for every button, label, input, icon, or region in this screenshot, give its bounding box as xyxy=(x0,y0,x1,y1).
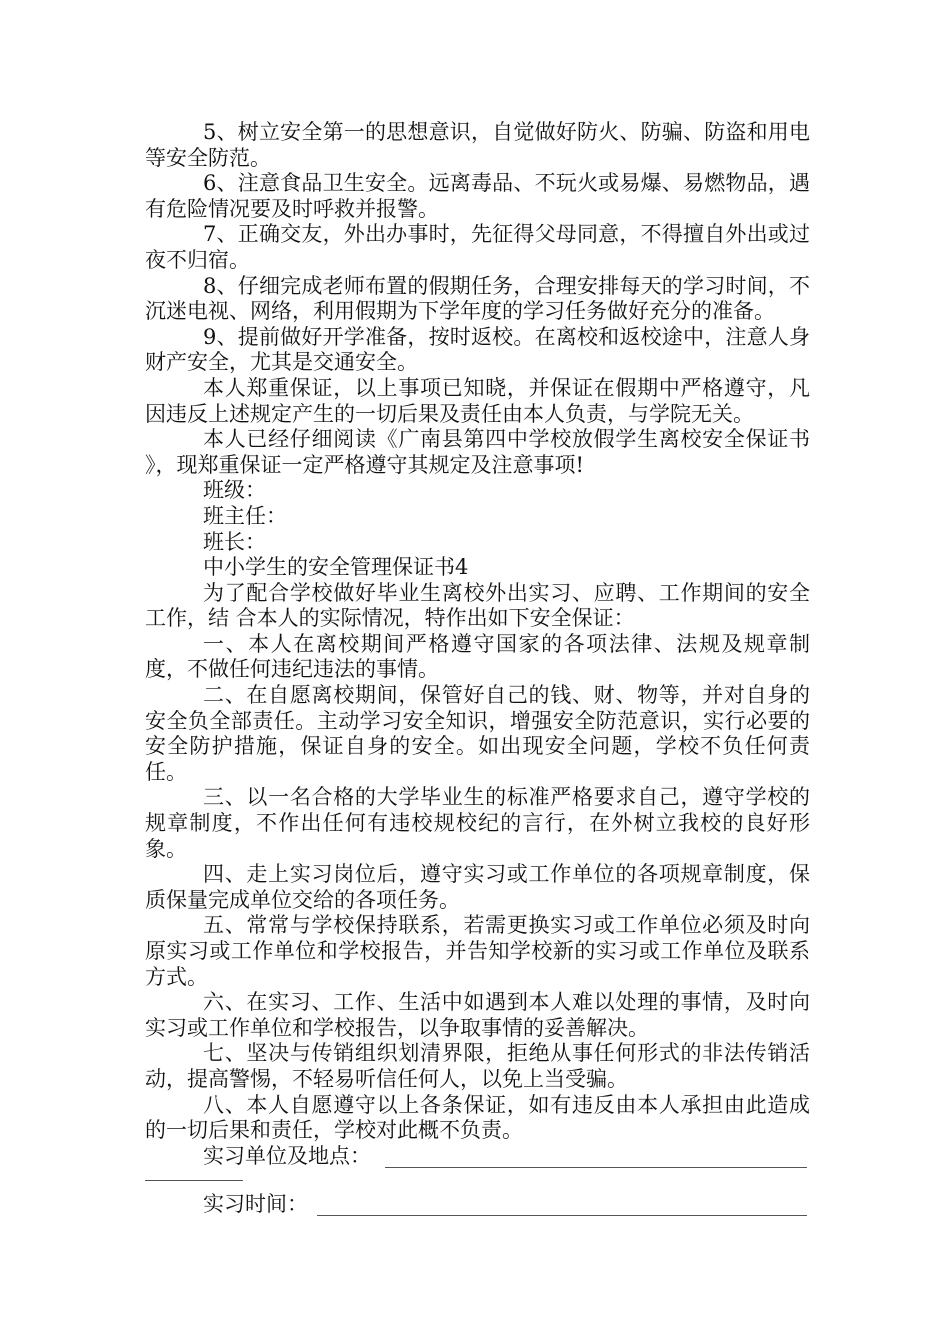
paragraph-item-6: 6、注意食品卫生安全。远离毒品、不玩火或易爆、易燃物品，遇有危险情况要及时呼救并报警。 xyxy=(145,171,810,221)
paragraph-item-9: 9、提前做好开学准备，按时返校。在离校和返校途中，注意人身财产安全，尤其是交通安全。 xyxy=(145,324,810,375)
monitor-label: 班长： xyxy=(203,529,266,554)
internship-location-blank-line xyxy=(385,1167,807,1168)
internship-time-label: 实习时间： xyxy=(203,1191,308,1216)
paragraph-item-8: 8、仔细完成老师布置的假期任务，合理安排每天的学习时间，不沉迷电视、网络，利用假期为下学年度的学习任务做好充分的准备。 xyxy=(145,273,810,324)
paragraph-pledge: 本人郑重保证，以上事项已知晓，并保证在假期中严格遵守，凡因违反上述规定产生的一切后果及责任由本人负责，与学院无关。 xyxy=(145,375,810,426)
paragraph-item-seven: 七、坚决与传销组织划清界限，拒绝从事任何形式的非法传销活动，提高警惕，不轻易听信任何人，以免上当受骗。 xyxy=(145,1041,810,1091)
document-page xyxy=(145,120,810,1222)
paragraph-item-eight: 八、本人自愿遵守以上各条保证，如有违反由本人承担由此造成的一切后果和责任，学校对此概不负责。 xyxy=(145,1092,810,1143)
section-title: 中小学生的安全管理保证书4 xyxy=(203,555,469,580)
paragraph-item-two: 二、在自愿离校期间，保管好自己的钱、财、物等，并对自身的安全负全部责任。主动学习安全知识，增强安全防范意识，实行必要的安全防护措施，保证自身的安全。如出现安全问题，学校不负任何责任。 xyxy=(145,683,810,784)
internship-time-blank-line xyxy=(317,1215,807,1216)
paragraph-item-one: 一、本人在离校期间严格遵守国家的各项法律、法规及规章制度，不做任何违纪违法的事情。 xyxy=(145,631,810,682)
internship-location-continuation-line xyxy=(145,1180,243,1181)
head-teacher-label: 班主任： xyxy=(203,503,287,528)
internship-time-field xyxy=(145,1192,810,1222)
continuation-rule-row xyxy=(145,1174,810,1192)
paragraph-item-three: 三、以一名合格的大学毕业生的标准严格要求自己，遵守学校的规章制度，不作出任何有违校规校纪的言行，在外树立我校的良好形象。 xyxy=(145,785,810,861)
paragraph-item-six: 六、在实习、工作、生活中如遇到本人难以处理的事情，及时向实习或工作单位和学校报告，以争取事情的妥善解决。 xyxy=(145,990,810,1040)
paragraph-intro: 为了配合学校做好毕业生离校外出实习、应聘、工作期间的安全工作，结 合本人的实际情况，特作出如下安全保证： xyxy=(145,580,810,631)
class-label: 班级： xyxy=(203,478,266,503)
paragraph-item-5: 5、树立安全第一的思想意识，自觉做好防火、防骗、防盗和用电等安全防范。 xyxy=(145,120,810,170)
paragraph-item-7: 7、正确交友，外出办事时，先征得父母同意，不得擅自外出或过夜不归宿。 xyxy=(145,222,810,272)
internship-location-label: 实习单位及地点： xyxy=(203,1143,371,1168)
internship-location-field xyxy=(145,1144,810,1174)
paragraph-item-five: 五、常常与学校保持联系，若需更换实习或工作单位必须及时向原实习或工作单位和学校报告，并告知学校新的实习或工作单位及联系方式。 xyxy=(145,913,810,989)
paragraph-read-confirmation: 本人已经仔细阅读《广南县第四中学校放假学生离校安全保证书 》，现郑重保证一定严格遵守其规定及注意事项! xyxy=(145,427,810,477)
paragraph-item-four: 四、走上实习岗位后，遵守实习或工作单位的各项规章制度，保质保量完成单位交给的各项任务。 xyxy=(145,862,810,912)
